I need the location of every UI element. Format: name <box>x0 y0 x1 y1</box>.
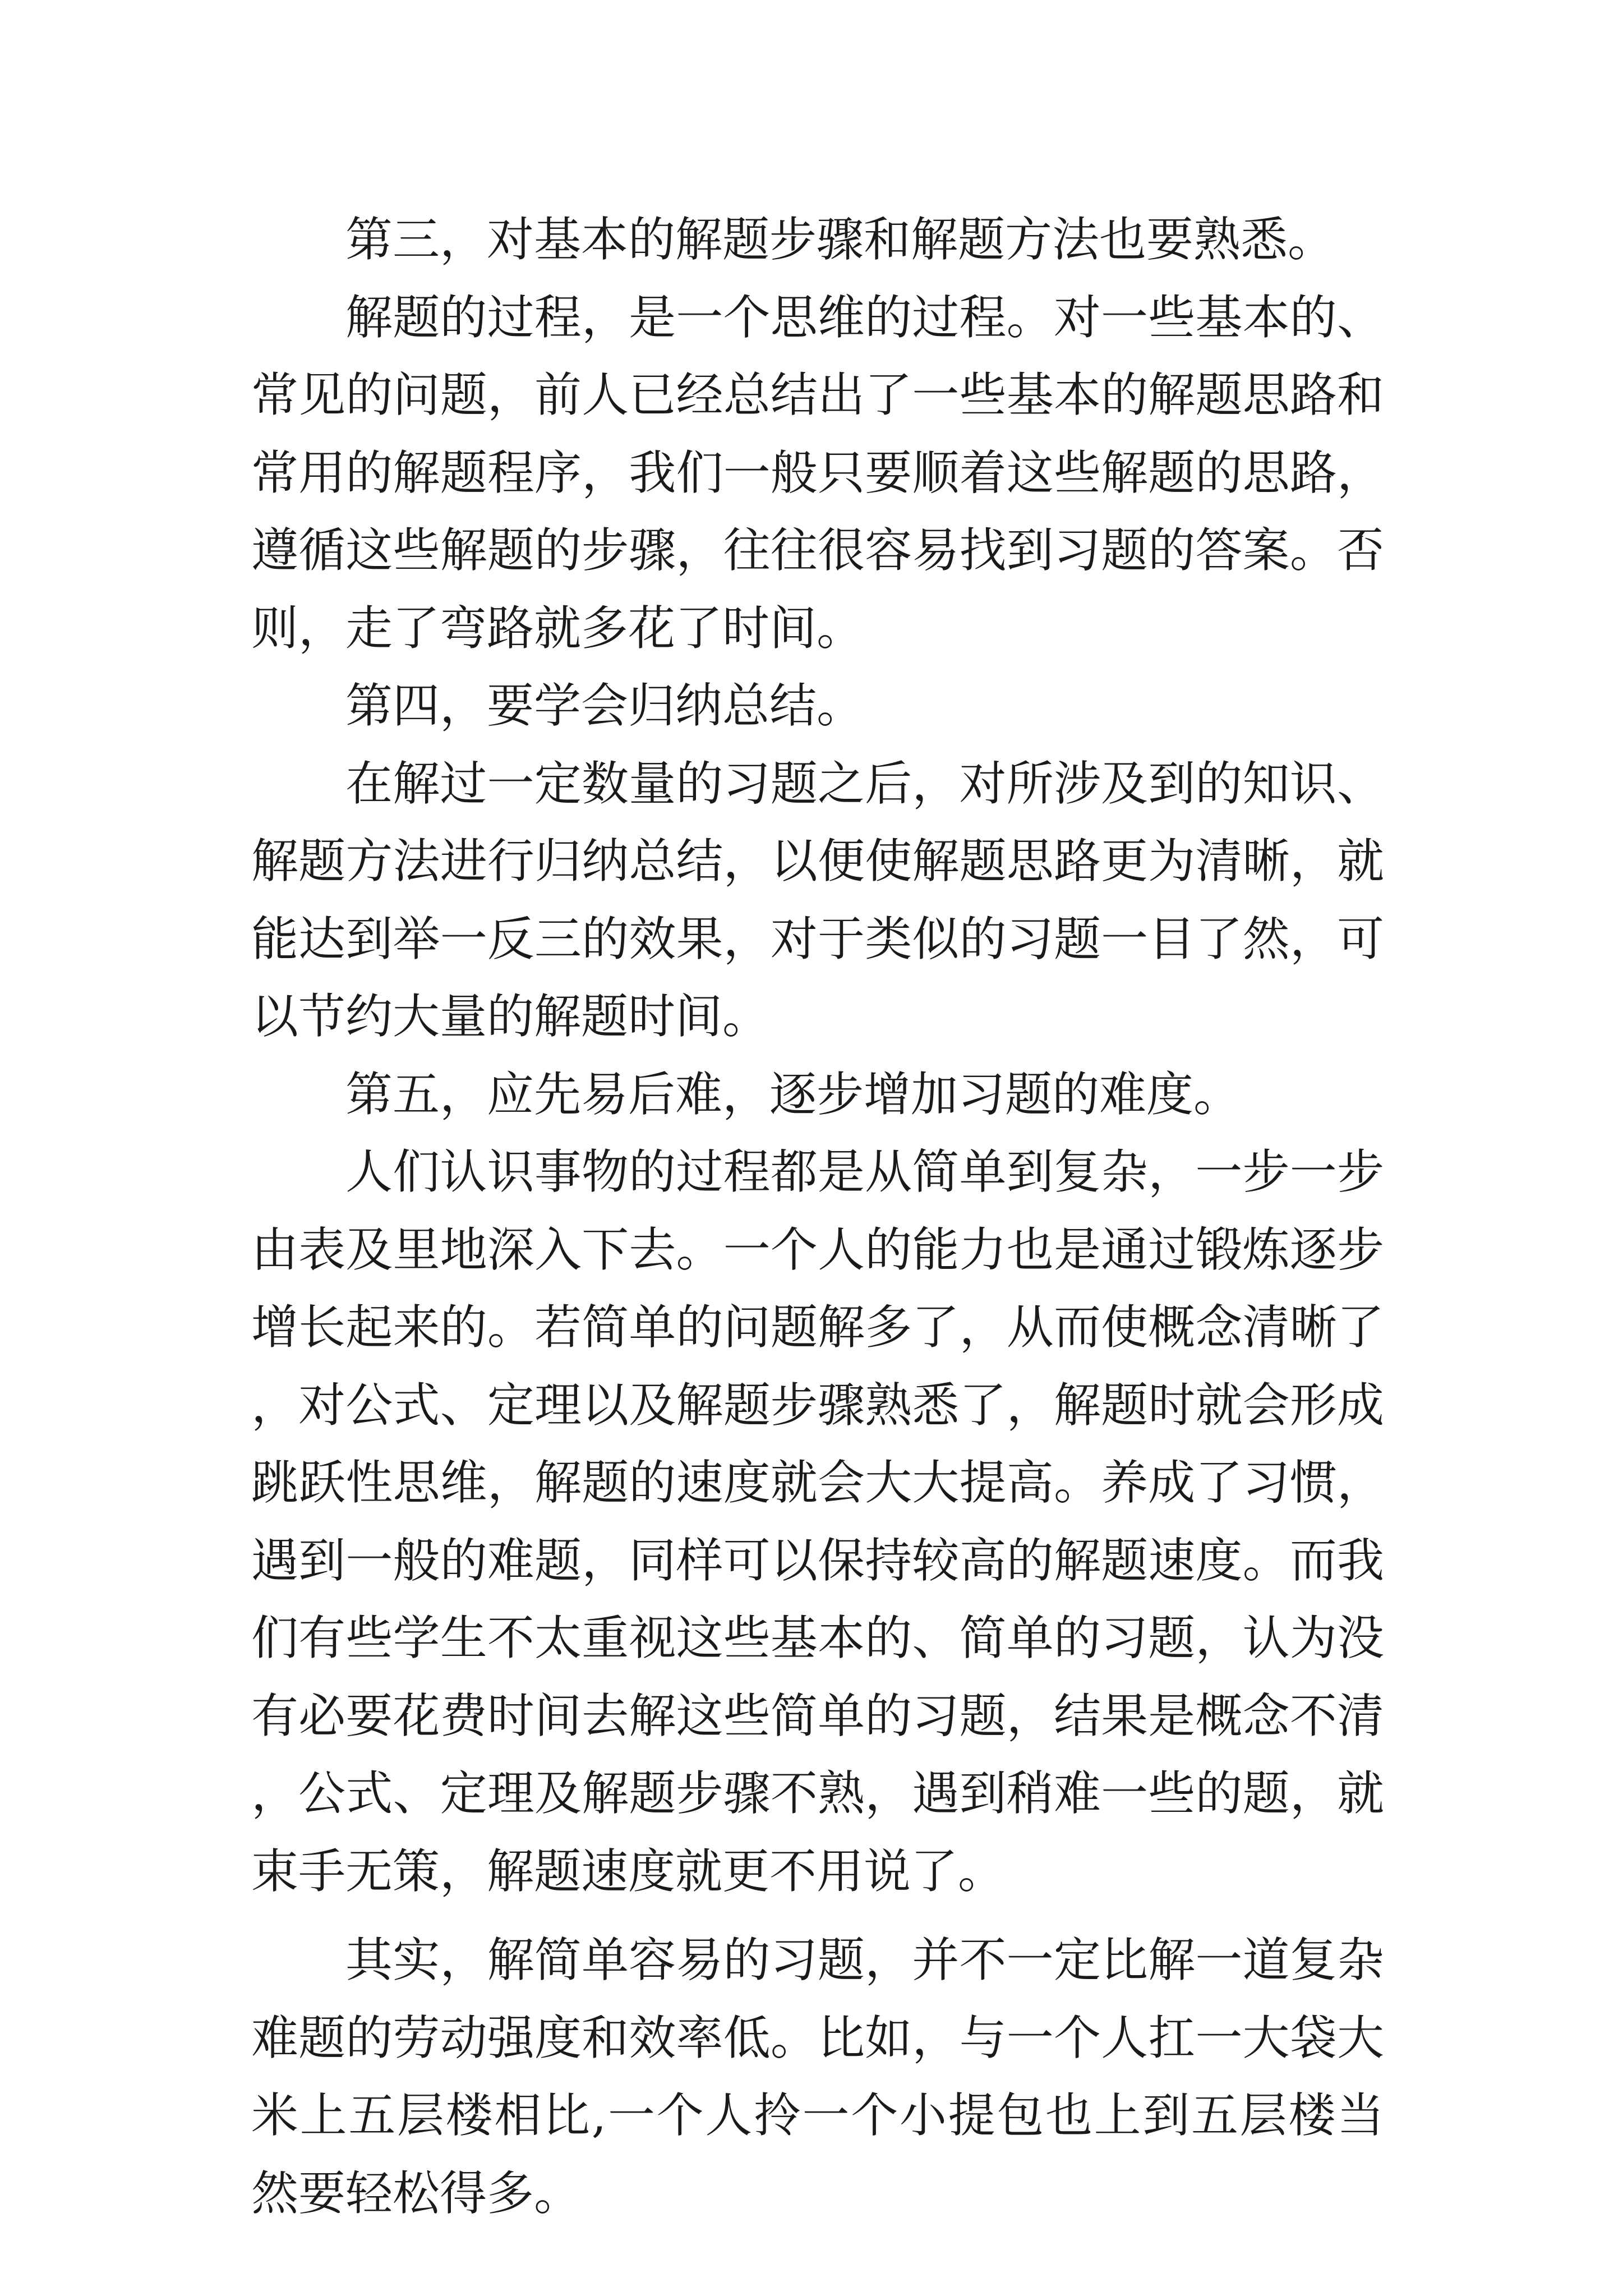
paragraph: 人们认识事物的过程都是从简单到复杂，一步一步由表及里地深入下去。一个人的能力也是通过锻炼逐步增长起来的。若简单的问题解多了，从而使概念清晰了，对公式、定理以及解题步骤熟悉了，解题时就会形成跳跃性思维，解题的速度就会大大提高。养成了习惯，遇到一般的难题，同样可以保持较高的解题速度。而我们有些学生不太重视这些基本的、简单的习题，认为没有必要花费时间去解这些简单的习题，结果是概念不清，公式、定理及解题步骤不熟，遇到稍难一些的题，就束手无策，解题速度就更不用说了。 <box>251 1144 1384 1899</box>
paragraph: 解题的过程，是一个思维的过程。对一些基本的、常见的问题，前人已经总结出了一些基本的解题思路和常用的解题程序，我们一般只要顺着这些解题的思路，遵循这些解题的步骤，往往很容易找到习题的答案。否则，走了弯路就多花了时间。 <box>251 289 1384 656</box>
paragraph-heading-fifth: 第五，应先易后难，逐步增加习题的难度。 <box>345 1066 1241 1122</box>
paragraph: 在解过一定数量的习题之后，对所涉及到的知识、解题方法进行归纳总结，以便使解题思路更为清晰，就能达到举一反三的效果，对于类似的习题一目了然，可以节约大量的解题时间。 <box>251 756 1384 1044</box>
paragraph: 其实，解简单容易的习题，并不一定比解一道复杂难题的劳动强度和效率低。比如，与一个人扛一大袋大米上五层楼相比,一个人拎一个小提包也上到五层楼当然要轻松得多。 <box>251 1932 1384 2221</box>
document-body <box>251 201 1384 2232</box>
paragraph-heading-third: 第三，对基本的解题步骤和解题方法也要熟悉。 <box>345 212 1335 267</box>
paragraph-heading-fourth: 第四，要学会归纳总结。 <box>345 678 864 733</box>
